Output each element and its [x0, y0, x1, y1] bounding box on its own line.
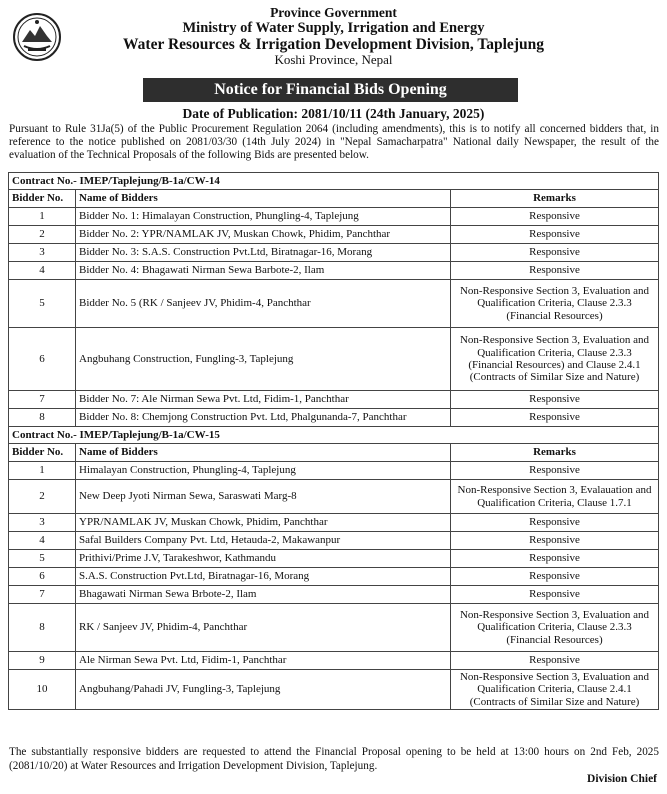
- bidder-name: YPR/NAMLAK JV, Muskan Chowk, Phidim, Panchthar: [76, 514, 451, 532]
- table-row: [9, 568, 659, 586]
- bid-remarks: Responsive: [451, 568, 659, 586]
- intro-paragraph: Pursuant to Rule 31Ja(5) of the Public Procurement Regulation 2064 (including amendments), this is to notify all concerned bidders that, in reference to the notice published on 2081/03/30 (14th July 2024) in "Nepal Samacharpatra" National daily Newspaper, the result of the evaluation of the Technical Proposals of the following Bids are presented below.: [9, 123, 659, 161]
- bidder-number: 9: [9, 652, 76, 670]
- bids-table: [8, 172, 659, 710]
- notice-header: [0, 0, 667, 78]
- bidder-name: Bidder No. 4: Bhagawati Nirman Sewa Barbote-2, Ilam: [76, 262, 451, 280]
- bidder-name: Angbuhang/Pahadi JV, Fungling-3, Taplejung: [76, 670, 451, 710]
- bidder-number: 1: [9, 208, 76, 226]
- bidder-number: 7: [9, 586, 76, 604]
- bidder-name: Bidder No. 3: S.A.S. Construction Pvt.Ltd, Biratnagar-16, Morang: [76, 244, 451, 262]
- remarks-header: Remarks: [451, 444, 659, 462]
- bidder-name: Angbuhang Construction, Fungling-3, Taplejung: [76, 328, 451, 391]
- bid-remarks: Responsive: [451, 462, 659, 480]
- table-header-row: [9, 190, 659, 208]
- bidder-number: 8: [9, 409, 76, 427]
- contract-label: Contract No.- IMEP/Taplejung/B-1a/CW-14: [9, 173, 659, 190]
- bidder-number: 3: [9, 514, 76, 532]
- table-row: [9, 328, 659, 391]
- table-row: [9, 409, 659, 427]
- table-row: [9, 670, 659, 710]
- bid-remarks: Responsive: [451, 514, 659, 532]
- table-row: [9, 514, 659, 532]
- bid-remarks: Responsive: [451, 532, 659, 550]
- bidder-number: 5: [9, 550, 76, 568]
- footer-paragraph: The substantially responsive bidders are requested to attend the Financial Proposal opening to be held at 13:00 hours on 2nd Feb, 2025 (2081/10/20) at Water Resources and Irrigation Development Division, Taplejung.: [9, 746, 659, 772]
- bidder-number: 6: [9, 328, 76, 391]
- bidder-number: 6: [9, 568, 76, 586]
- table-row: [9, 604, 659, 652]
- bidder-number: 2: [9, 480, 76, 514]
- table-row: [9, 480, 659, 514]
- bidder-name: Bhagawati Nirman Sewa Brbote-2, Ilam: [76, 586, 451, 604]
- bid-remarks: Responsive: [451, 550, 659, 568]
- bidder-name: Bidder No. 5 (RK / Sanjeev JV, Phidim-4, Panchthar: [76, 280, 451, 328]
- table-row: [9, 532, 659, 550]
- bidder-name: Safal Builders Company Pvt. Ltd, Hetauda-2, Makawanpur: [76, 532, 451, 550]
- table-row: [9, 391, 659, 409]
- bidder-no-header: Bidder No.: [9, 190, 76, 208]
- contract-row: [9, 427, 659, 444]
- table-row: [9, 262, 659, 280]
- bid-remarks: Responsive: [451, 244, 659, 262]
- table-row: [9, 244, 659, 262]
- contract-row: [9, 173, 659, 190]
- bid-remarks: Responsive: [451, 409, 659, 427]
- bid-remarks: Non-Responsive Section 3, Evaluation and Qualification Criteria, Clause 2.3.3 (Financial Resources) and Clause 2.4.1 (Contracts of Similar Size and Nature): [451, 328, 659, 391]
- contract-label: Contract No.- IMEP/Taplejung/B-1a/CW-15: [9, 427, 659, 444]
- signature: Division Chief: [587, 773, 657, 785]
- bid-remarks: Responsive: [451, 208, 659, 226]
- table-row: [9, 280, 659, 328]
- bidder-number: 10: [9, 670, 76, 710]
- bid-remarks: Responsive: [451, 391, 659, 409]
- table-row: [9, 208, 659, 226]
- bid-remarks: Responsive: [451, 262, 659, 280]
- bidder-name: S.A.S. Construction Pvt.Ltd, Biratnagar-16, Morang: [76, 568, 451, 586]
- bidder-number: 2: [9, 226, 76, 244]
- nepal-emblem-icon: [12, 12, 62, 62]
- bidder-name: Prithivi/Prime J.V, Tarakeshwor, Kathmandu: [76, 550, 451, 568]
- bidder-name: RK / Sanjeev JV, Phidim-4, Panchthar: [76, 604, 451, 652]
- bid-remarks: Non-Responsive Section 3, Evaluation and Qualification Criteria, Clause 2.3.3 (Financial Resources): [451, 280, 659, 328]
- remarks-header: Remarks: [451, 190, 659, 208]
- table-row: [9, 462, 659, 480]
- bidder-name: Ale Nirman Sewa Pvt. Ltd, Fidim-1, Panchthar: [76, 652, 451, 670]
- bid-remarks: Responsive: [451, 652, 659, 670]
- province-line: Province Government: [270, 5, 397, 20]
- table-row: [9, 550, 659, 568]
- bidder-name: Bidder No. 7: Ale Nirman Sewa Pvt. Ltd, Fidim-1, Panchthar: [76, 391, 451, 409]
- bidder-number: 5: [9, 280, 76, 328]
- bid-remarks: Responsive: [451, 226, 659, 244]
- bid-remarks: Non-Responsive Section 3, Evalauation and Qualification Criteria, Clause 1.7.1: [451, 480, 659, 514]
- bidder-name-header: Name of Bidders: [76, 444, 451, 462]
- division-line: Water Resources & Irrigation Development Division, Taplejung: [123, 36, 544, 53]
- bidder-number: 3: [9, 244, 76, 262]
- bidder-number: 4: [9, 532, 76, 550]
- bidder-name: Himalayan Construction, Phungling-4, Taplejung: [76, 462, 451, 480]
- table-row: [9, 652, 659, 670]
- table-header-row: [9, 444, 659, 462]
- bid-remarks: Responsive: [451, 586, 659, 604]
- ministry-line: Ministry of Water Supply, Irrigation and Energy: [182, 20, 485, 36]
- table-row: [9, 586, 659, 604]
- bidder-number: 4: [9, 262, 76, 280]
- bidder-name-header: Name of Bidders: [76, 190, 451, 208]
- bidder-no-header: Bidder No.: [9, 444, 76, 462]
- bidder-name: Bidder No. 1: Himalayan Construction, Phungling-4, Taplejung: [76, 208, 451, 226]
- bidder-number: 8: [9, 604, 76, 652]
- bidder-name: New Deep Jyoti Nirman Sewa, Saraswati Marg-8: [76, 480, 451, 514]
- bidder-number: 7: [9, 391, 76, 409]
- bidder-number: 1: [9, 462, 76, 480]
- bid-remarks: Non-Responsive Section 3, Evaluation and Qualification Criteria, Clause 2.3.3 (Financial Resources): [451, 604, 659, 652]
- location-line: Koshi Province, Nepal: [274, 52, 393, 67]
- bidder-name: Bidder No. 2: YPR/NAMLAK JV, Muskan Chowk, Phidim, Panchthar: [76, 226, 451, 244]
- table-row: [9, 226, 659, 244]
- publication-date: Date of Publication: 2081/10/11 (24th January, 2025): [182, 106, 485, 121]
- bidder-name: Bidder No. 8: Chemjong Construction Pvt. Ltd, Phalgunanda-7, Panchthar: [76, 409, 451, 427]
- notice-title: Notice for Financial Bids Opening: [143, 78, 518, 102]
- bid-remarks: Non-Responsive Section 3, Evaluation and Qualification Criteria, Clause 2.4.1 (Contracts of Similar Size and Nature): [451, 670, 659, 710]
